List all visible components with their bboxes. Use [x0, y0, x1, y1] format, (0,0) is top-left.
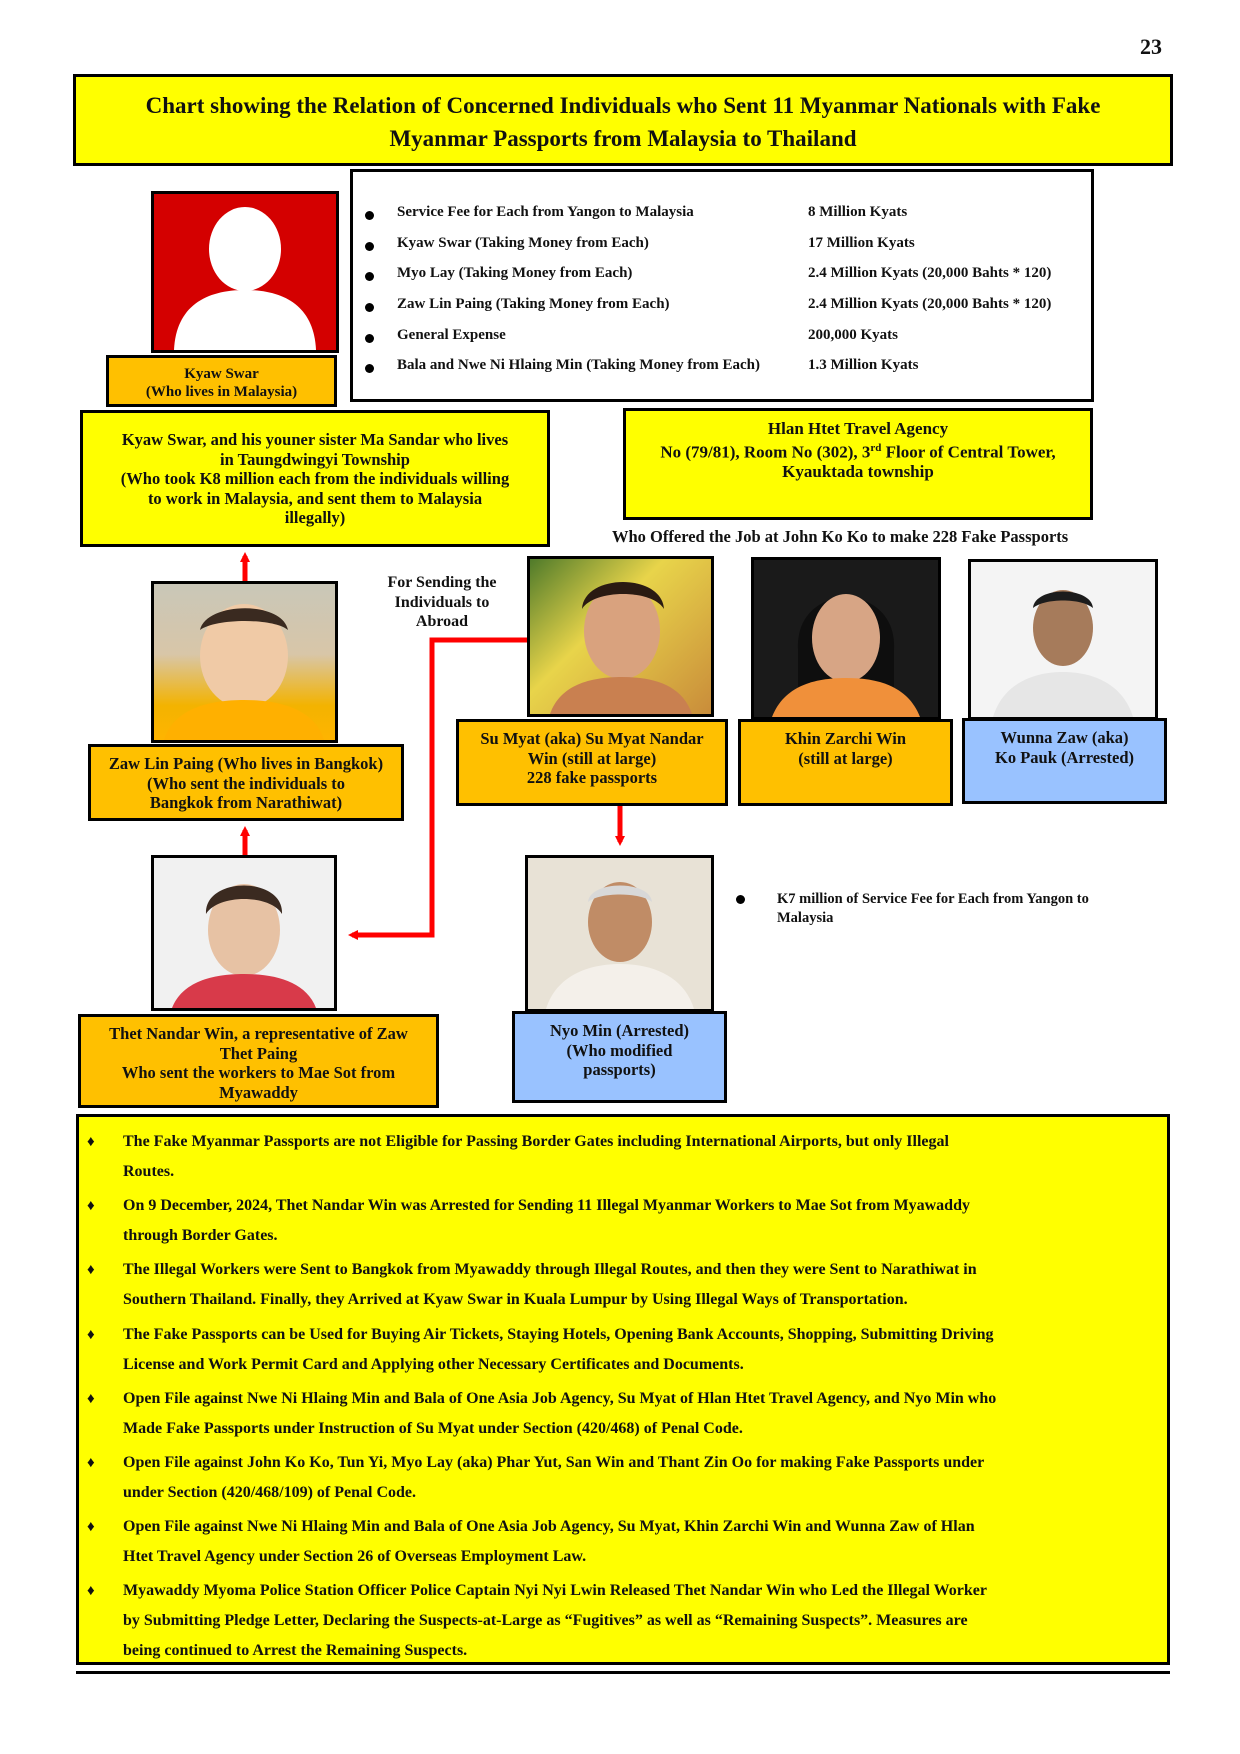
fee-label: Kyaw Swar (Taking Money from Each)	[397, 235, 649, 251]
kyaw-swar-photo	[151, 191, 339, 353]
travel-agency-box	[623, 408, 1093, 520]
su-myat-label: Su Myat (aka) Su Myat Nandar Win (still at large) 228 fake passports	[456, 719, 728, 806]
sister-box-line: (Who took K8 million each from the individuals willing	[120, 469, 510, 488]
fee-label: Zaw Lin Paing (Taking Money from Each)	[397, 296, 670, 312]
fee-label: Service Fee for Each from Yangon to Malaysia	[397, 204, 694, 220]
nyo-min-label: Nyo Min (Arrested) (Who modified passports)	[512, 1011, 727, 1103]
zaw-lin-paing-photo	[151, 581, 338, 743]
person-photo-icon	[154, 584, 335, 740]
wunna-zaw-photo	[968, 559, 1158, 720]
khin-zarchi-win-label: Khin Zarchi Win (still at large)	[738, 719, 953, 806]
wunna-zaw-label: Wunna Zaw (aka) Ko Pauk (Arrested)	[962, 718, 1167, 804]
chart-title-line1: Chart showing the Relation of Concerned Individuals who Sent 11 Myanmar Nationals with Fake	[145, 93, 1101, 118]
diamond-bullet-icon: ♦	[87, 1519, 95, 1535]
agency-township: Kyauktada township	[782, 461, 934, 481]
person-photo-icon	[528, 858, 711, 1009]
thet-nandar-win-photo	[151, 855, 337, 1011]
diamond-bullet-icon: ♦	[87, 1198, 95, 1214]
fee-value: 2.4 Million Kyats (20,000 Bahts * 120)	[808, 296, 1052, 312]
person-photo-icon	[754, 560, 938, 717]
zaw-lin-paing-label: Zaw Lin Paing (Who lives in Bangkok) (Who sent the individuals to Bangkok from Narathiwat)	[88, 744, 404, 821]
bullet-icon	[736, 895, 745, 904]
thet-nandar-win-label: Thet Nandar Win, a representative of Zaw Thet Paing Who sent the workers to Mae Sot from Myawaddy	[78, 1014, 439, 1108]
kyaw-swar-sister-box	[80, 410, 550, 547]
diamond-bullet-icon: ♦	[87, 1583, 95, 1599]
nyo-min-photo	[525, 855, 714, 1012]
diamond-bullet-icon: ♦	[87, 1327, 95, 1343]
kyaw-swar-desc: (Who lives in Malaysia)	[145, 384, 298, 400]
bullet-icon	[365, 242, 374, 251]
offered-job-label: Who Offered the Job at John Ko Ko to make 228 Fake Passports	[612, 527, 1069, 546]
su-myat-photo	[527, 556, 714, 717]
sister-box-line: in Taungdwingyi Township	[220, 449, 410, 469]
bullet-icon	[365, 334, 374, 343]
agency-address: No (79/81), Room No (302), 3rd Floor of Central Tower,	[660, 441, 1056, 462]
fee-row	[353, 357, 1091, 387]
fee-label: General Expense	[397, 327, 506, 343]
fee-label: Bala and Nwe Ni Hlaing Min (Taking Money from Each)	[397, 357, 760, 373]
fee-row	[353, 327, 1091, 357]
person-photo-icon	[971, 562, 1155, 717]
fee-row	[353, 265, 1091, 295]
agency-name: Hlan Htet Travel Agency	[767, 419, 949, 438]
diamond-bullet-icon: ♦	[87, 1134, 95, 1150]
chart-title	[73, 74, 1173, 166]
kyaw-swar-label	[106, 355, 337, 407]
bullet-icon	[365, 211, 374, 220]
diamond-bullet-icon: ♦	[87, 1262, 95, 1278]
fee-list-box	[350, 169, 1094, 402]
fee-value: 1.3 Million Kyats	[808, 357, 919, 373]
person-photo-icon	[154, 858, 334, 1008]
bullet-icon	[365, 272, 374, 281]
sister-box-line: Kyaw Swar, and his youner sister Ma Sandar who lives	[121, 430, 509, 449]
diamond-bullet-icon: ♦	[87, 1391, 95, 1407]
chart-title-line2: Myanmar Passports from Malaysia to Thailand	[389, 126, 857, 151]
sister-box-line: illegally)	[284, 508, 346, 527]
person-silhouette-icon	[154, 194, 336, 350]
bottom-rule	[76, 1671, 1170, 1674]
fee-row	[353, 204, 1091, 234]
bullet-icon	[365, 303, 374, 312]
fee-value: 8 Million Kyats	[808, 204, 908, 220]
sister-box-line: to work in Malaysia, and sent them to Malaysia	[147, 488, 483, 508]
khin-zarchi-win-photo	[751, 557, 941, 720]
fee-value: 17 Million Kyats	[808, 235, 915, 251]
bullet-icon	[365, 364, 374, 373]
sending-abroad-label: For Sending the Individuals to Abroad	[387, 574, 497, 630]
diamond-bullet-icon: ♦	[87, 1455, 95, 1471]
fee-value: 200,000 Kyats	[808, 327, 898, 343]
k7-note: K7 million of Service Fee for Each from Yangon to Malaysia	[736, 890, 1156, 928]
notes-box: ♦ The Fake Myanmar Passports are not Eligible for Passing Border Gates including International Airports, but only Illegal Routes. ♦ On 9 December, 2024, Thet Nandar Win was Arrested for Sending 11 Illegal Myanmar Workers to Mae Sot from Myawaddy through Border Gates. ♦ The Illegal Workers were Sent to Bangkok from Myawaddy through Illegal Routes, and then they were Sent to Narathiwat in Southern Thailand. Finally, they Arrived at Kyaw Swar in Kuala Lumpur by Using Illegal Ways of Transportation. ♦ The Fake Passports can be Used for Buying Air Tickets, Staying Hotels, Opening Bank Accounts, Shopping, Submitting Driving License and Work Permit Card and Applying other Necessary Certificates and Documents. ♦ Open File against Nwe Ni Hlaing Min and Bala of One Asia Job Agency, Su Myat of Hlan Htet Travel Agency, and Nyo Min who Made Fake Passports under Instruction of Su Myat under Section (420/468) of Penal Code. ♦ Open File against John Ko Ko, Tun Yi, Myo Lay (aka) Phar Yut, San Win and Thant Zin Oo for making Fake Passports under under Section (420/468/109) of Penal Code. ♦ Open File against Nwe Ni Hlaing Min and Bala of One Asia Job Agency, Su Myat, Khin Zarchi Win and Wunna Zaw of Hlan Htet Travel Agency under Section 26 of Overseas Employment Law. ♦ Myawaddy Myoma Police Station Officer Police Captain Nyi Nyi Lwin Released Thet Nandar Win who Led the Illegal Worker by Submitting Pledge Letter, Declaring the Suspects-at-Large as “Fugitives” as well as “Remaining Suspects”. Measures are being continued to Arrest the Remaining Suspects.	[76, 1114, 1170, 1665]
page-number: 23	[1140, 34, 1162, 59]
fee-value: 2.4 Million Kyats (20,000 Bahts * 120)	[808, 265, 1052, 281]
fee-label: Myo Lay (Taking Money from Each)	[397, 265, 633, 281]
kyaw-swar-name: Kyaw Swar	[184, 366, 259, 382]
fee-row	[353, 296, 1091, 326]
person-photo-icon	[530, 559, 711, 714]
fee-row	[353, 235, 1091, 265]
